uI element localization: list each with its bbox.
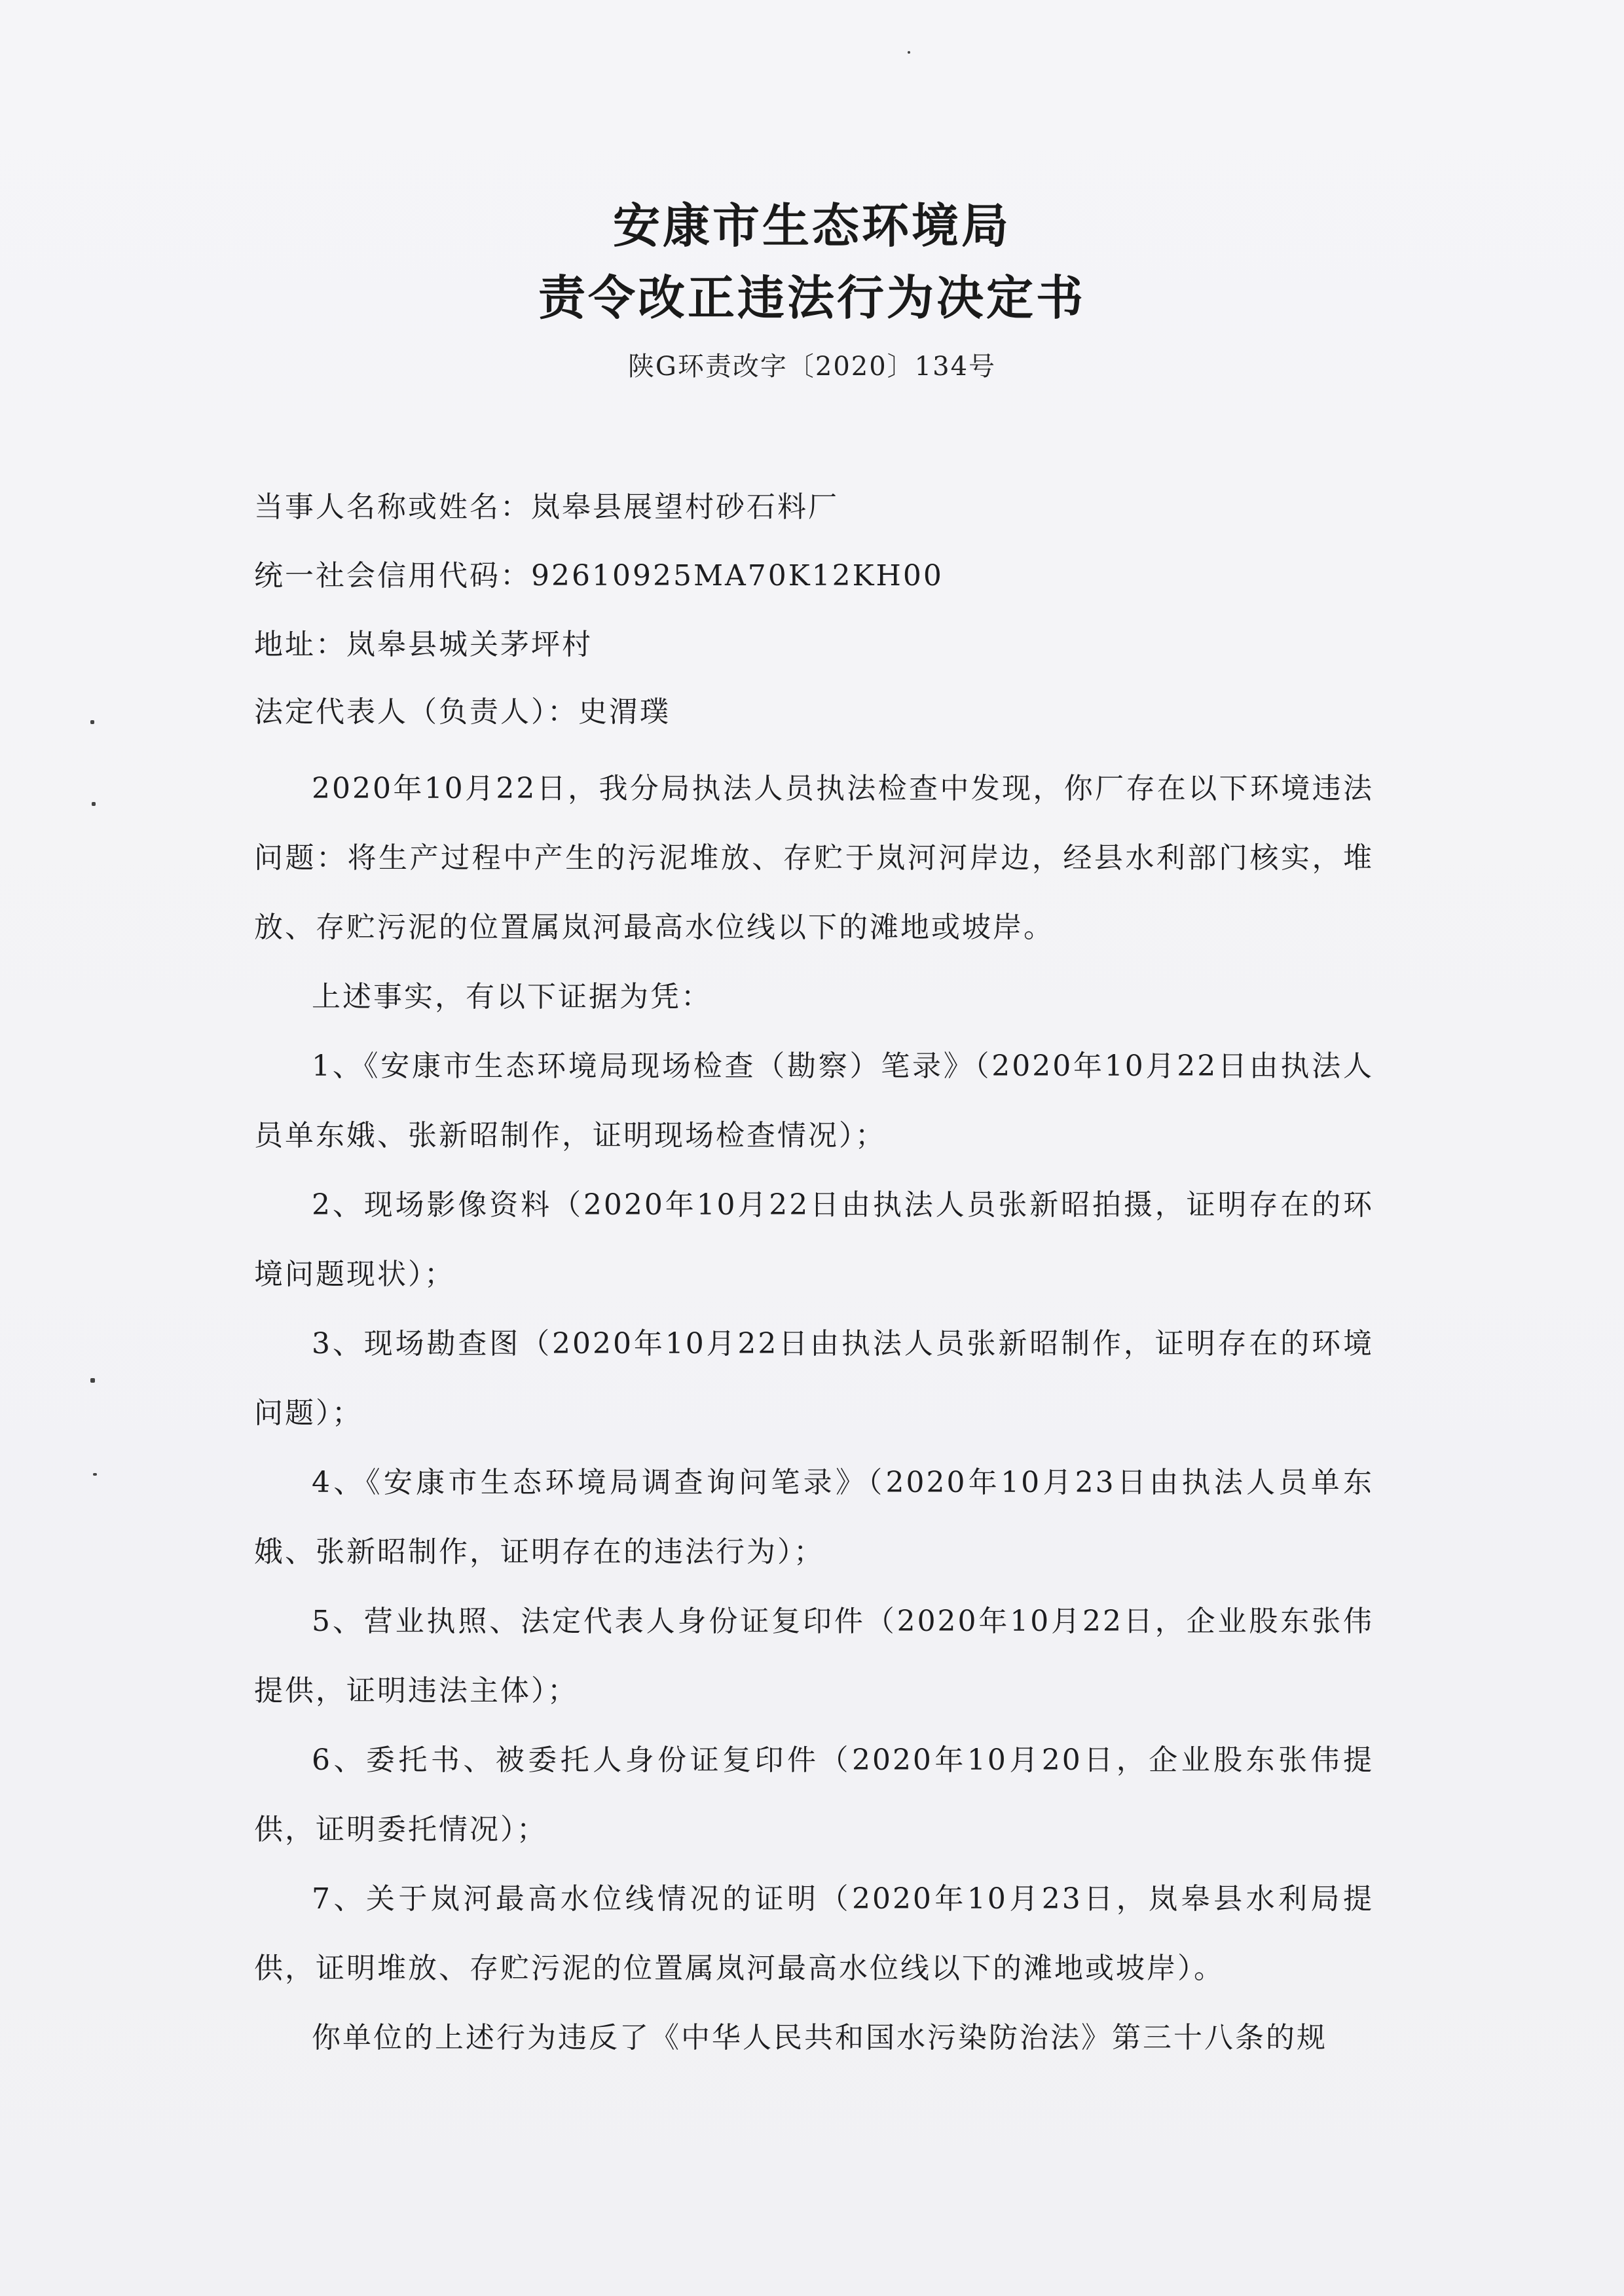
paragraph-evidence-5: 5、营业执照、法定代表人身份证复印件（2020年10月22日，企业股东张伟提供，证明违法主体）； (254, 1605, 1374, 1707)
field-value: 92610925MA70K12KH00 (531, 559, 944, 592)
field-value: 史渭璞 (578, 695, 671, 729)
field-label: 当事人名称或姓名： (254, 490, 531, 524)
field-value: 岚皋县城关茅坪村 (346, 628, 593, 661)
binding-hole-mark (92, 802, 96, 806)
field-credit-code (254, 556, 944, 596)
document-body (254, 754, 1374, 2073)
field-value: 岚皋县展望村砂石料厂 (531, 490, 839, 524)
binding-hole-mark (90, 1378, 95, 1383)
paragraph-evidence-3: 3、现场勘查图（2020年10月22日由执法人员张新昭制作，证明存在的环境问题）； (254, 1327, 1374, 1430)
field-legal-representative (254, 693, 671, 732)
paragraph-evidence-1: 1、《安康市生态环境局现场检查（勘察）笔录》（2020年10月22日由执法人员单东娥、张新昭制作，证明现场检查情况）； (254, 1049, 1374, 1152)
paragraph-evidence-2: 2、现场影像资料（2020年10月22日由执法人员张新昭拍摄，证明存在的环境问题现状）； (254, 1188, 1374, 1291)
paragraph-evidence-6: 6、委托书、被委托人身份证复印件（2020年10月20日，企业股东张伟提供，证明委托情况）； (254, 1743, 1374, 1846)
field-label: 地址： (254, 628, 346, 661)
paragraph-findings: 2020年10月22日，我分局执法人员执法检查中发现，你厂存在以下环境违法问题：将生产过程中产生的污泥堆放、存贮于岚河河岸边，经县水利部门核实，堆放、存贮污泥的位置属岚河最高水位线以下的滩地或坡岸。 (254, 772, 1374, 944)
binding-hole-mark (93, 1473, 97, 1476)
document-number: 陕G环责改字〔2020〕134号 (627, 352, 997, 382)
field-party-name (254, 488, 839, 527)
paragraph-evidence-7: 7、关于岚河最高水位线情况的证明（2020年10月23日，岚皋县水利局提供，证明堆放、存贮污泥的位置属岚河最高水位线以下的滩地或坡岸）。 (254, 1882, 1374, 1985)
field-label: 法定代表人（负责人）： (254, 695, 578, 729)
org-title: 安康市生态环境局 (612, 198, 1011, 253)
binding-hole-mark (90, 720, 94, 724)
document-title: 责令改正违法行为决定书 (538, 270, 1086, 325)
paragraph-evidence-4: 4、《安康市生态环境局调查询问笔录》（2020年10月23日由执法人员单东娥、张新昭制作，证明存在的违法行为）； (254, 1466, 1374, 1569)
paragraph-violation: 你单位的上述行为违反了《中华人民共和国水污染防治法》第三十八条的规 (312, 2021, 1327, 2054)
paragraph-evidence-intro: 上述事实，有以下证据为凭： (312, 980, 712, 1013)
scan-speck (908, 51, 910, 54)
field-address (254, 625, 593, 665)
field-label: 统一社会信用代码： (254, 559, 531, 592)
